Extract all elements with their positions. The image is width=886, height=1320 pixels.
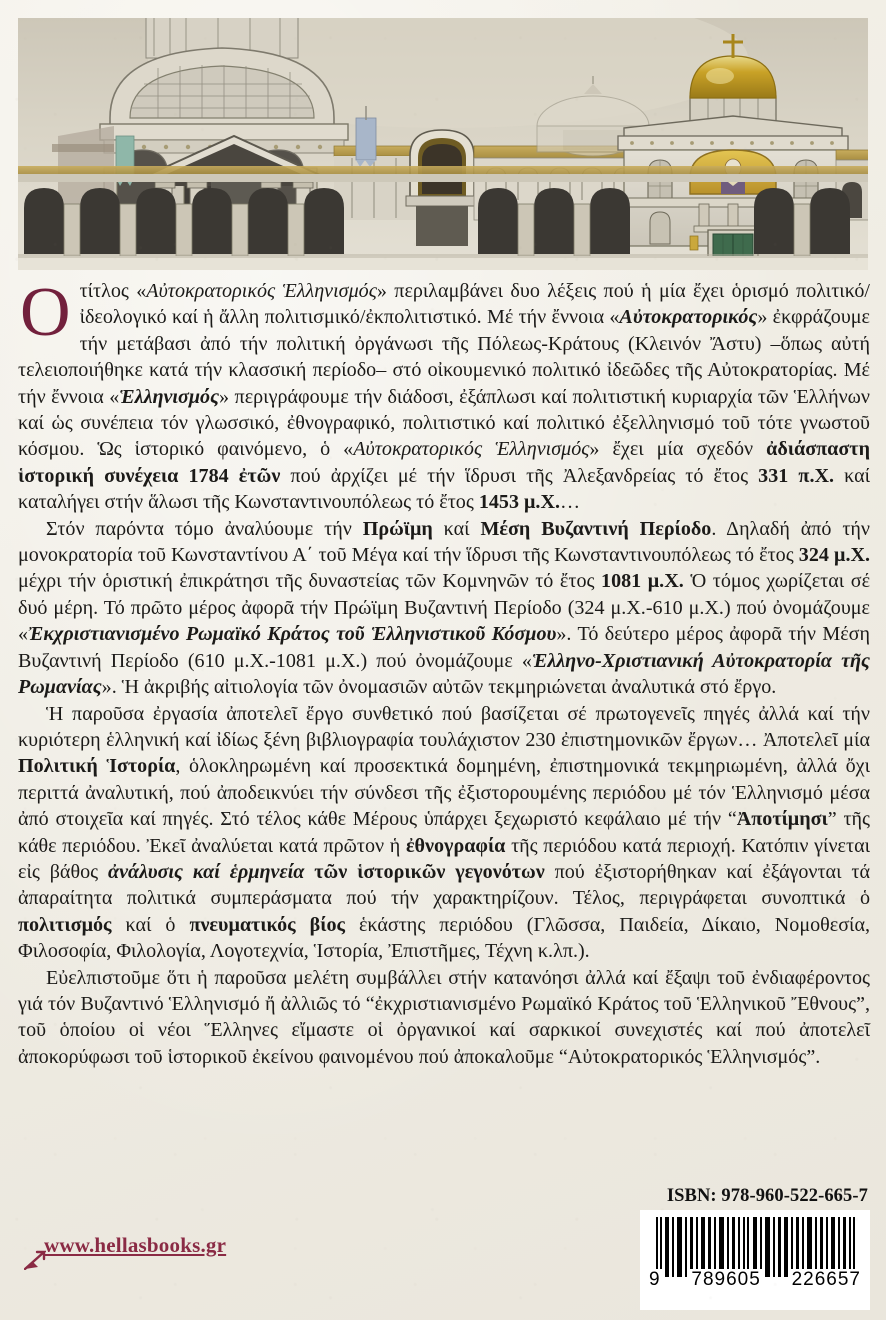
barcode-group-1: 789605 [691, 1269, 761, 1290]
vaulted-chamber [406, 130, 478, 246]
barcode-block [640, 1186, 870, 1310]
ean13-barcode [640, 1210, 870, 1310]
publisher-website-link[interactable]: www.hellasbooks.gr [44, 1233, 227, 1257]
paragraph-1-text: τίτλος «Αὐτοκρατορικός Ἑλληνισμός» περιλαμβάνει δυο λέξεις πού ἡ μία ἔχει ὁρισμό πολιτικό/ἰδεολογικό καί ἡ ἄλλη πολιτισμικό/ἐκπολιτιστικό. Μέ τήν ἔννοια «Αὐτοκρατορικός» ἐκφράζουμε τήν μετάβασι ἀπό τήν πολιτική ὀργάνωσι τῆς Πόλεως-Κράτους (Κλεινόν Ἄστυ) –ὅπως αὐτή τελειοποιήθηκε κατά τήν κλασσική περίοδο– στό οἰκουμενικό πολιτικό ἰδεῶδες τῆς Αὐτοκρατορίας. Μέ τήν ἔννοια «Ἑλληνισμός» περιγράφουμε τήν διάδοσι, ἐξάπλωσι καί πολιτιστική κυριαρχία τῶν Ἑλλήνων καί ὡς συνέπεια τόν γλωσσικό, ἐθνογραφικό, πολιτιστικό καί πολιτικό ἐξελληνισμό τοῦ τότε γνωστοῦ κόσμου. Ὡς ἱστορικό φαινόμενο, ὁ «Αὐτοκρατορικός Ἑλληνισμός» ἔχει μία σχεδόν ἀδιάσπαστη ἱστορική συνέχεια 1784 ἐτῶν πού ἀρχίζει μέ τήν ἵδρυσι τῆς Ἀλεξανδρείας τό ἔτος 331 π.Χ. καί καταλήγει στήν ἅλωσι τῆς Κωνσταντινουπόλεως τό ἔτος 1453 μ.Χ.… [18, 280, 871, 514]
paragraph-4 [18, 965, 870, 1071]
barcode-left-digit: 9 [649, 1269, 661, 1290]
paragraph-2 [18, 516, 870, 701]
paragraph-3 [18, 701, 870, 965]
arrow-icon [24, 1250, 46, 1270]
back-cover-blurb [18, 274, 871, 1070]
paragraph-2-text: Στόν παρόντα τόμο ἀναλύουμε τήν Πρώϊμη καί Μέση Βυζαντινή Περίοδο. Δηλαδή ἀπό τήν μονοκρατορία τοῦ Κωνσταντίνου Α΄ τοῦ Μέγα καί τήν ἵδρυσι τῆς Κωνσταντινουπόλεως τό ἔτος 324 μ.Χ. μέχρι τήν ὁριστική ἐπικράτησι τῆς δυναστείας τῶν Κομνηνῶν τό ἔτος 1081 μ.Χ. Ὁ τόμος χωρίζεται σέ δυό μέρη. Τό πρῶτο μέρος ἀφορᾶ τήν Πρώϊμη Βυζαντινή Περίοδο (324 μ.Χ.-610 μ.Χ.) πού ὀνομάζουμε «Ἐκχριστιανισμένο Ρωμαϊκό Κράτος τοῦ Ἑλληνιστικοῦ Κόσμου». Τό δεύτερο μέρος ἀφορᾶ τήν Μέση Βυζαντινή Περίοδο (610 μ.Χ.-1081 μ.Χ.) πού ὀνομάζουμε «Ἑλληνο-Χριστιανική Αὐτοκρατορία τῆς Ρωμανίας». Ἡ ἀκριβής αἰτιολογία τῶν ὀνομασιῶν αὐτῶν τεκμηριώνεται ἀναλυτικά στό ἔργο. [18, 517, 871, 699]
paragraph-3-text: Ἡ παροῦσα ἐργασία ἀποτελεῖ ἔργο συνθετικό πού βασίζεται σέ πρωτογενεῖς πηγές ἀλλά καί τήν κυριότερη ἑλληνική καί ἰδίως ξένη βιβλιογραφία τουλάχιστον 230 ἐπιστημονικῶν ἔργων… Ἀποτελεῖ μία Πολιτική Ἱστορία, ὁλοκληρωμένη καί προσεκτικά δομημένη, ἐπιστημονικά τεκμηριωμένη, ἀλλά ὄχι περιττά ἀναλυτική, πού ἀποδεικνύει τήν σύνδεσι τῆς ἐξιστορουμένης περιόδου μέ τόν Ἑλληνισμό μέσα ἀπό στοιχεῖα καί πηγές. Στό τέλος κάθε Μέρους ὑπάρχει ξεχωριστό κεφάλαιο μέ τήν “Ἀποτίμησι” τῆς κάθε περιόδου. Ἐκεῖ ἀναλύεται κατά πρῶτον ἡ ἐθνογραφία τῆς περιόδου κατά περιοχή. Κατόπιν γίνεται εἰς βάθος ἀνάλυσις καί ἑρμηνεία τῶν ἱστορικῶν γεγονότων πού ἐξιστορήθηκαν καί ἐξάγονται τά ἀπαραίτητα πολιτικά συμπεράσματα πού τήν χαρακτηρίζουν. Τέλος, περιγράφεται συνοπτικά ὁ πολιτισμός καί ὁ πνευματικός βίος ἑκάστης περιόδου (Γλῶσσα, Παιδεία, Δίκαιο, Νομοθεσία, Φιλοσοφία, Φιλολογία, Λογοτεχνία, Ἱστορία, Ἐπιστῆμες, Τέχνη κ.λπ.). [18, 702, 871, 963]
paragraph-1 [18, 274, 871, 516]
barcode-group-2: 226657 [791, 1269, 861, 1290]
byzantine-church-illustration [18, 18, 868, 270]
barcode-digits [646, 1269, 864, 1291]
church-elevation-graphic [18, 18, 868, 270]
isbn-label: ISBN: 978-960-522-665-7 [666, 1186, 868, 1206]
drop-cap: Ο [20, 274, 71, 351]
paragraph-4-text: Εὐελπιστοῦμε ὅτι ἡ παροῦσα μελέτη συμβάλλει στήν κατανόησι ἀλλά καί ἔξαψι τοῦ ἐνδιαφέροντος γιά τόν Βυζαντινό Ἑλληνισμό ἤ ἀλλιῶς τό “ἐκχριστιανισμένο Ρωμαϊκό Κράτος τοῦ Ἑλληνικοῦ Ἔθνους”, τοῦ ὁποίου οἱ νέοι Ἕλληνες εἴμαστε οἱ ὀργανικοί καί σαρκικοί συνεχιστές καί πού ἀποτελεῖ ἀποκορύφωσι τοῦ ἱστορικοῦ ἐκείνου φαινομένου πού ἀποκαλοῦμε “Αὐτοκρατορικός Ἑλληνισμός”. [18, 966, 870, 1068]
